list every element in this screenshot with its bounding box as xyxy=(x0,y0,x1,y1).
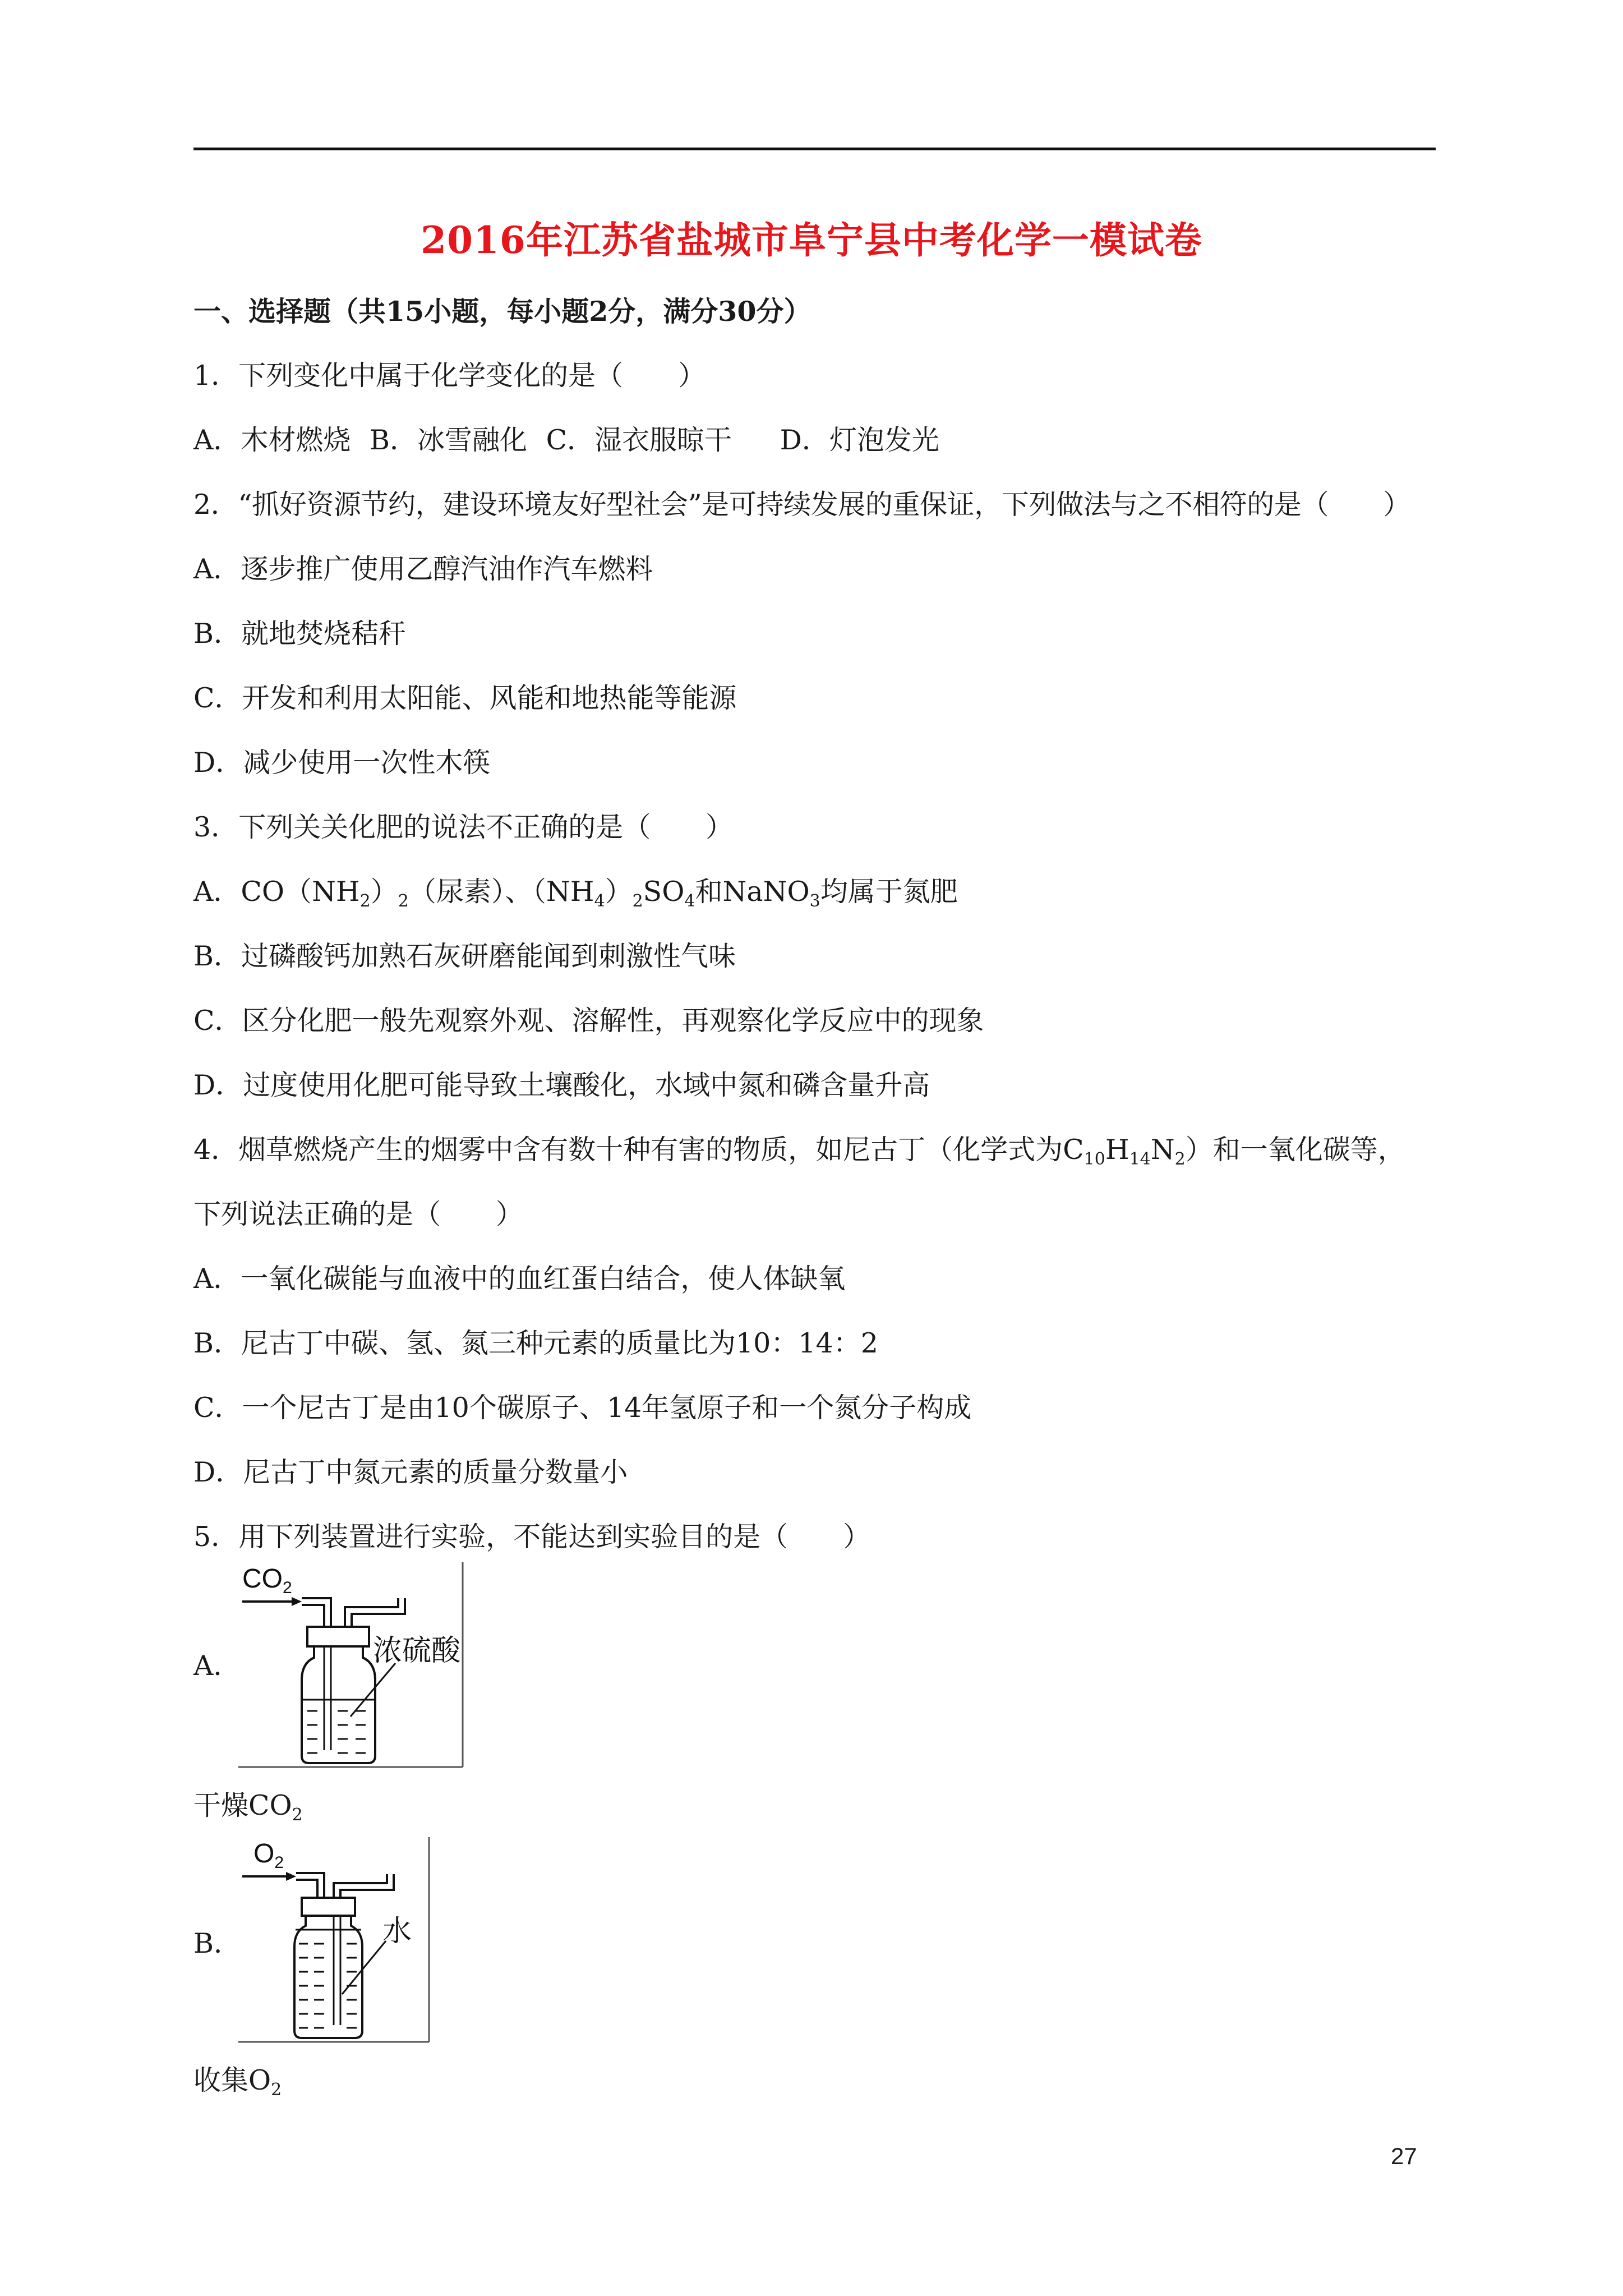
q1-option-b: B．冰雪融化 xyxy=(369,424,527,456)
q5-option-b-caption: 收集$O_2$ xyxy=(193,2064,282,2100)
q4-option-c: C．一个尼古丁是由10个碳原子、14年氢原子和一个氮分子构成 xyxy=(193,1392,972,1424)
q2-option-b: B．就地焚烧秸秆 xyxy=(193,618,407,650)
question-1-stem: 1．下列变化中属于化学变化的是（ ） xyxy=(193,360,706,392)
q1-option-c: C．湿衣服晾干 xyxy=(546,424,732,456)
fig-b-liquid-label: 水 xyxy=(382,1915,412,1948)
q5-option-b-letter: B． xyxy=(193,1927,242,1959)
q4-option-b: B．尼古丁中碳、氢、氮三种元素的质量比为10：14：2 xyxy=(193,1327,878,1359)
q3-option-b: B．过磷酸钙加熟石灰研磨能闻到刺激性气味 xyxy=(193,940,736,972)
page-title: 2016年江苏省盐城市阜宁县中考化学一模试卷 xyxy=(421,218,1202,262)
q2-option-c: C．开发和利用太阳能、风能和地热能等能源 xyxy=(193,682,737,714)
section-heading: 一、选择题（共15小题，每小题2分，满分30分） xyxy=(193,295,811,328)
question-5-stem: 5．用下列装置进行实验，不能达到实验目的是（ ） xyxy=(193,1521,871,1553)
fig-b-gas-label: $O_2$ xyxy=(253,1839,284,1872)
q2-option-d: D．减少使用一次性木筷 xyxy=(193,747,491,779)
gas-washing-bottle-diagram-a xyxy=(236,1557,471,1773)
q5-option-a-letter: A． xyxy=(193,1650,241,1682)
q1-option-d: D．灯泡发光 xyxy=(780,424,939,456)
question-2-stem: 2．“抓好资源节约，建设环境友好型社会”是可持续发展的重保证，下列做法与之不相符的是（ ） xyxy=(193,489,1410,521)
question-4-stem-line2: 下列说法正确的是（ ） xyxy=(193,1198,524,1230)
q5-option-a-caption: 干燥$CO_2$ xyxy=(193,1789,303,1825)
question-3-stem: 3．下列关关化肥的说法不正确的是（ ） xyxy=(193,811,734,843)
q1-option-a: A．木材燃烧 xyxy=(193,424,351,456)
question-4-stem: 4．烟草燃烧产生的烟雾中含有数十种有害的物质，如尼古丁（化学式为$C_{10}H_{14}N_2$）和一氧化碳等， xyxy=(193,1134,1405,1169)
gas-collection-bottle-diagram-b xyxy=(236,1832,443,2047)
fig-a-gas-label: $CO_2$ xyxy=(242,1564,292,1597)
question-1-options xyxy=(193,424,939,457)
q3-option-c: C．区分化肥一般先观察外观、溶解性，再观察化学反应中的现象 xyxy=(193,1005,984,1037)
q4-option-a: A．一氧化碳能与血液中的血红蛋白结合，使人体缺氧 xyxy=(193,1263,846,1295)
q3-option-a: A．$CO(NH_2)_2$（尿素）、$(NH_4)_2SO_4$和NaNO$_3$均属于氮肥 xyxy=(193,876,958,911)
q2-option-a: A．逐步推广使用乙醇汽油作汽车燃料 xyxy=(193,553,653,585)
page-number: 27 xyxy=(1391,2143,1417,2169)
header-rule xyxy=(193,148,1436,150)
fig-a-liquid-label: 浓硫酸 xyxy=(373,1634,461,1668)
q4-option-d: D．尼古丁中氮元素的质量分数量小 xyxy=(193,1456,628,1488)
q3-option-d: D．过度使用化肥可能导致土壤酸化，水域中氮和磷含量升高 xyxy=(193,1069,930,1101)
